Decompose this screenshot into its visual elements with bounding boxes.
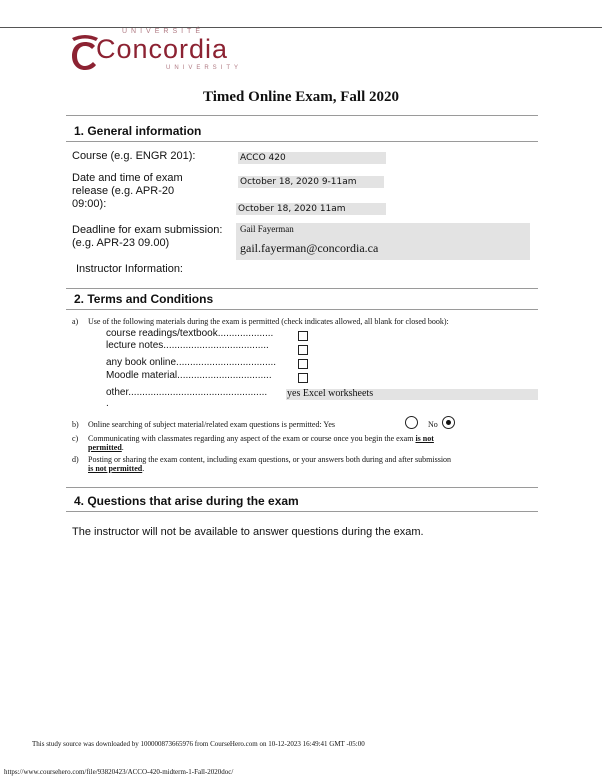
instructor-email: gail.fayerman@concordia.ca — [240, 241, 379, 255]
item-d-marker: d) — [72, 455, 79, 464]
item-a-marker: a) — [72, 317, 79, 326]
section1-rule — [66, 141, 538, 142]
section2-heading: 2. Terms and Conditions — [74, 292, 214, 306]
item-c-marker: c) — [72, 434, 79, 443]
release-label-2: release (e.g. APR-20 — [72, 185, 175, 197]
release-field[interactable]: October 18, 2020 9-11am — [238, 176, 384, 188]
material-lecture-notes-checkbox[interactable] — [298, 345, 308, 355]
release-label-1: Date and time of exam — [72, 172, 183, 184]
instructor-name: Gail Fayerman — [240, 224, 294, 234]
item-b-text: Online searching of subject material/related exam questions is permitted: Yes — [88, 420, 336, 429]
item-d-text — [88, 455, 548, 473]
item-c-emph-2: permitted — [88, 443, 122, 452]
source-url[interactable]: https://www.coursehero.com/file/93820423/ACCO-420-midterm-1-Fall-2020doc/ — [4, 768, 234, 776]
item-b-marker: b) — [72, 420, 79, 429]
material-moodle: Moodle material.................................. — [106, 370, 272, 381]
section4-top-rule — [66, 487, 538, 488]
material-textbook-checkbox[interactable] — [298, 331, 308, 341]
section2-rule — [66, 309, 538, 310]
logo-bottom-text: UNIVERSITY — [166, 65, 243, 71]
other-value: yes Excel worksheets — [287, 388, 374, 399]
radio-selected-dot — [446, 420, 451, 425]
section2-top-rule — [66, 288, 538, 289]
section1-heading: 1. General information — [74, 124, 202, 138]
item-d-end: . — [142, 464, 145, 473]
search-yes-radio[interactable] — [405, 416, 418, 429]
material-lecture-notes: lecture notes...................................... — [106, 340, 269, 351]
item-c-end: . — [121, 443, 124, 452]
material-textbook: course readings/textbook.................... — [106, 328, 274, 339]
material-book-online-checkbox[interactable] — [298, 359, 308, 369]
material-moodle-checkbox[interactable] — [298, 373, 308, 383]
concordia-logo — [66, 28, 246, 78]
item-c-text — [88, 434, 548, 452]
deadline-field[interactable]: October 18, 2020 11am — [236, 203, 386, 215]
logo-top-text: UNIVERSITÉ — [122, 28, 205, 35]
section4-heading: 4. Questions that arise during the exam — [74, 494, 299, 508]
release-label-3: 09:00): — [72, 198, 107, 210]
course-label: Course (e.g. ENGR 201): — [72, 150, 196, 162]
instructor-field[interactable] — [236, 223, 530, 260]
deadline-label-2: (e.g. APR-23 09.00) — [72, 237, 170, 249]
title-rule — [66, 115, 538, 116]
material-book-online: any book online.................................... — [106, 357, 277, 368]
section4-body: The instructor will not be available to answer questions during the exam. — [72, 526, 424, 538]
download-note: This study source was downloaded by 100000873665976 from CourseHero.com on 10-12-2023 16:49:41 GMT -05:00 — [32, 740, 365, 748]
deadline-label-1: Deadline for exam submission: — [72, 224, 223, 236]
page-title: Timed Online Exam, Fall 2020 — [203, 89, 399, 105]
item-d-emph: is not permitted — [88, 464, 143, 473]
search-no-radio[interactable] — [442, 416, 455, 429]
item-c-body: Communicating with classmates regarding any aspect of the exam or course once you begin the exam — [88, 434, 414, 443]
course-field[interactable]: ACCO 420 — [238, 152, 386, 164]
item-a-text: Use of the following materials during the exam is permitted (check indicates allowed, all blank for closed book): — [88, 317, 449, 326]
item-d-body: Posting or sharing the exam content, including exam questions, or your answers both during and after submission — [88, 455, 452, 464]
item-c-emph-1: is not — [415, 434, 434, 443]
material-other: other.................................................. — [106, 387, 268, 398]
other-trailing: . — [106, 398, 109, 409]
instructor-label: Instructor Information: — [76, 263, 183, 275]
logo-name: Concordia — [96, 34, 229, 64]
section4-rule — [66, 511, 538, 512]
item-b-no-label: No — [428, 420, 438, 429]
